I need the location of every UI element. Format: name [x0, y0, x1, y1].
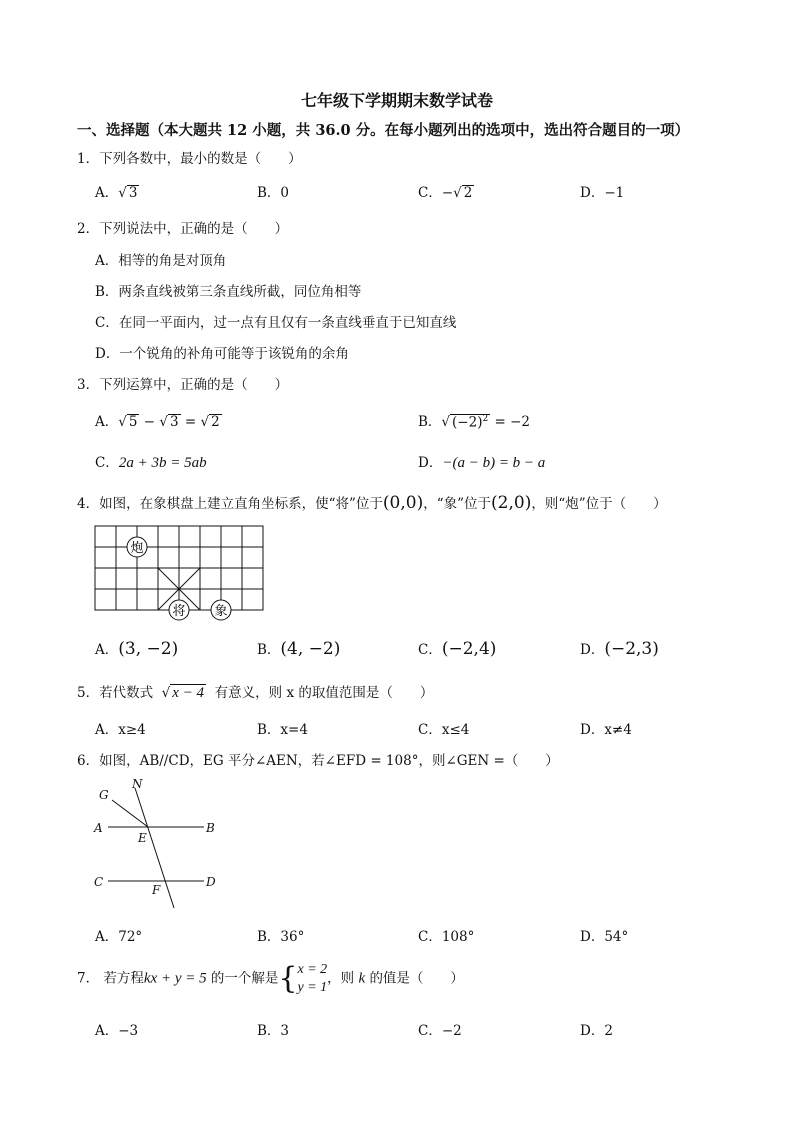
question-text: 若代数式: [99, 685, 154, 701]
svg-text:象: 象: [214, 604, 228, 619]
piece-xiang: [211, 600, 231, 620]
option-a[interactable]: A．−3: [95, 1023, 139, 1039]
equation: kx + y = 5: [143, 970, 207, 987]
question-text: ，“象”位于: [423, 496, 492, 512]
option-label: C．: [418, 185, 442, 201]
operator: −: [139, 414, 160, 430]
option-a[interactable]: A．72°: [95, 929, 143, 945]
equation-rhs: = −2: [490, 414, 530, 430]
option-label: B．: [257, 642, 281, 658]
piece-jiang: [169, 600, 189, 620]
question-number: 6．: [77, 753, 100, 769]
radicand: 2: [211, 414, 220, 430]
operator: =: [180, 414, 201, 430]
option-label: D．: [580, 642, 605, 658]
option-label: B．: [257, 185, 281, 201]
svg-text:炮: 炮: [130, 541, 144, 556]
option-value: −1: [604, 185, 625, 201]
variable-k: k: [358, 970, 366, 987]
question-7-stem: [77, 961, 464, 997]
question-number: 7．: [77, 970, 100, 987]
option-expression: −(a − b) = b − a: [442, 455, 546, 471]
radicand: 5: [128, 414, 138, 430]
label-g: G: [99, 788, 109, 802]
question-text: 的一个解是: [210, 970, 279, 987]
option-b[interactable]: [257, 181, 289, 201]
question-4-stem: [77, 492, 667, 513]
option-label: D．: [418, 455, 443, 471]
option-value: (−2,4): [441, 639, 497, 659]
option-d[interactable]: [418, 451, 545, 472]
option-a[interactable]: [95, 638, 178, 659]
option-c[interactable]: [418, 638, 496, 659]
option-b[interactable]: B．36°: [257, 929, 305, 945]
option-label: B．: [418, 414, 442, 430]
option-label: A．: [95, 414, 119, 430]
section-heading: 一、选择题（本大题共 12 小题，共 36.0 分。在每小题列出的选项中，选出符合题目的一项）: [77, 122, 690, 139]
question-text: ，则: [327, 970, 355, 987]
question-number: 5．: [77, 685, 100, 701]
parallel-lines-figure: [90, 774, 225, 912]
question-text: 有意义，则 x 的取值范围是（ ）: [214, 685, 434, 701]
option-b[interactable]: [257, 638, 340, 659]
point-xiang: (2,0): [491, 493, 532, 513]
question-number: 2．: [77, 221, 100, 237]
option-a[interactable]: A．x≥4: [95, 722, 146, 738]
question-number: 1．: [77, 151, 100, 167]
option-a[interactable]: A．相等的角是对顶角: [95, 253, 227, 269]
option-value: 0: [280, 185, 290, 201]
option-c[interactable]: C．−2: [418, 1023, 462, 1039]
option-c[interactable]: [95, 451, 207, 472]
board-grid: [95, 526, 263, 610]
option-a[interactable]: A．√ 3: [95, 185, 138, 201]
question-6-stem: [77, 749, 559, 769]
label-c: C: [94, 875, 104, 889]
question-text: 下列各数中，最小的数是（ ）: [99, 151, 302, 167]
question-text: ，则“炮”位于（ ）: [531, 496, 667, 512]
option-c[interactable]: C．x≤4: [418, 722, 470, 738]
label-e: E: [138, 831, 147, 845]
option-b[interactable]: B．√ $(-2)^2 = -2$: [418, 413, 530, 430]
option-label: A．: [95, 642, 119, 658]
radicand: 2: [463, 185, 473, 201]
option-c[interactable]: C．108°: [418, 929, 475, 945]
question-text: 下列运算中，正确的是（ ）: [99, 377, 289, 393]
option-d[interactable]: [580, 638, 659, 659]
label-b: B: [206, 821, 215, 835]
option-a[interactable]: A．√ 5 − √ 3 = √ 2: [95, 414, 220, 430]
equation-system: x = 2 y = 1: [297, 962, 328, 995]
option-expression: 2a + 3b = 5ab: [118, 455, 207, 471]
question-text: 如图，在象棋盘上建立直角坐标系，使“将”位于: [99, 496, 383, 512]
option-d[interactable]: D．x≠4: [580, 722, 632, 738]
option-label: C．: [95, 455, 119, 471]
brace-icon: {: [278, 961, 298, 996]
question-text: 下列说法中，正确的是（ ）: [99, 221, 289, 237]
option-d[interactable]: D．54°: [580, 929, 629, 945]
option-value: (4, −2): [280, 639, 341, 659]
option-b[interactable]: B．x=4: [257, 722, 308, 738]
minus-sign: −: [441, 185, 454, 201]
option-c[interactable]: C．在同一平面内，过一点有且仅有一条直线垂直于已知直线: [95, 315, 457, 331]
label-n: N: [132, 777, 143, 791]
piece-pao: [127, 537, 147, 557]
question-text: 如图，AB//CD，EG 平分∠AEN，若∠EFD = 108°，则∠GEN =（ ）: [99, 753, 559, 769]
question-2-stem: [77, 217, 288, 237]
option-b[interactable]: B．两条直线被第三条直线所截，同位角相等: [95, 284, 362, 300]
option-d[interactable]: [580, 181, 624, 201]
label-d: D: [206, 875, 216, 889]
option-label: A．: [95, 185, 119, 201]
label-f: F: [152, 883, 161, 897]
option-label: D．: [580, 185, 605, 201]
radicand: 3: [169, 414, 179, 430]
question-number: 4．: [77, 496, 100, 512]
point-jiang: (0,0): [382, 493, 424, 513]
radicand: x − 4: [172, 685, 205, 701]
question-number: 3．: [77, 377, 100, 393]
option-c[interactable]: C．−√ 2: [418, 185, 473, 201]
page-title: 七年级下学期期末数学试卷: [300, 91, 493, 110]
question-text: 的值是（ ）: [369, 970, 464, 987]
label-a: A: [94, 821, 103, 835]
radicand: 3: [128, 185, 138, 201]
ray-eg: [112, 800, 148, 827]
radicand: $(-2)^2$: [452, 413, 489, 430]
question-5-stem: 5．若代数式 √ x − 4 有意义，则 x 的取值范围是（ ）: [77, 685, 434, 701]
svg-text:将: 将: [172, 604, 186, 619]
question-text: 若方程: [103, 970, 144, 987]
question-1-stem: [77, 147, 302, 167]
option-value: (3, −2): [118, 639, 179, 659]
question-3-stem: [77, 373, 288, 393]
option-value: (−2,3): [604, 639, 659, 659]
option-label: C．: [418, 642, 442, 658]
option-b[interactable]: B．3: [257, 1023, 290, 1039]
option-d[interactable]: D．2: [580, 1023, 613, 1039]
chessboard-figure: [90, 522, 270, 626]
option-d[interactable]: D．一个锐角的补角可能等于该锐角的余角: [95, 346, 349, 362]
